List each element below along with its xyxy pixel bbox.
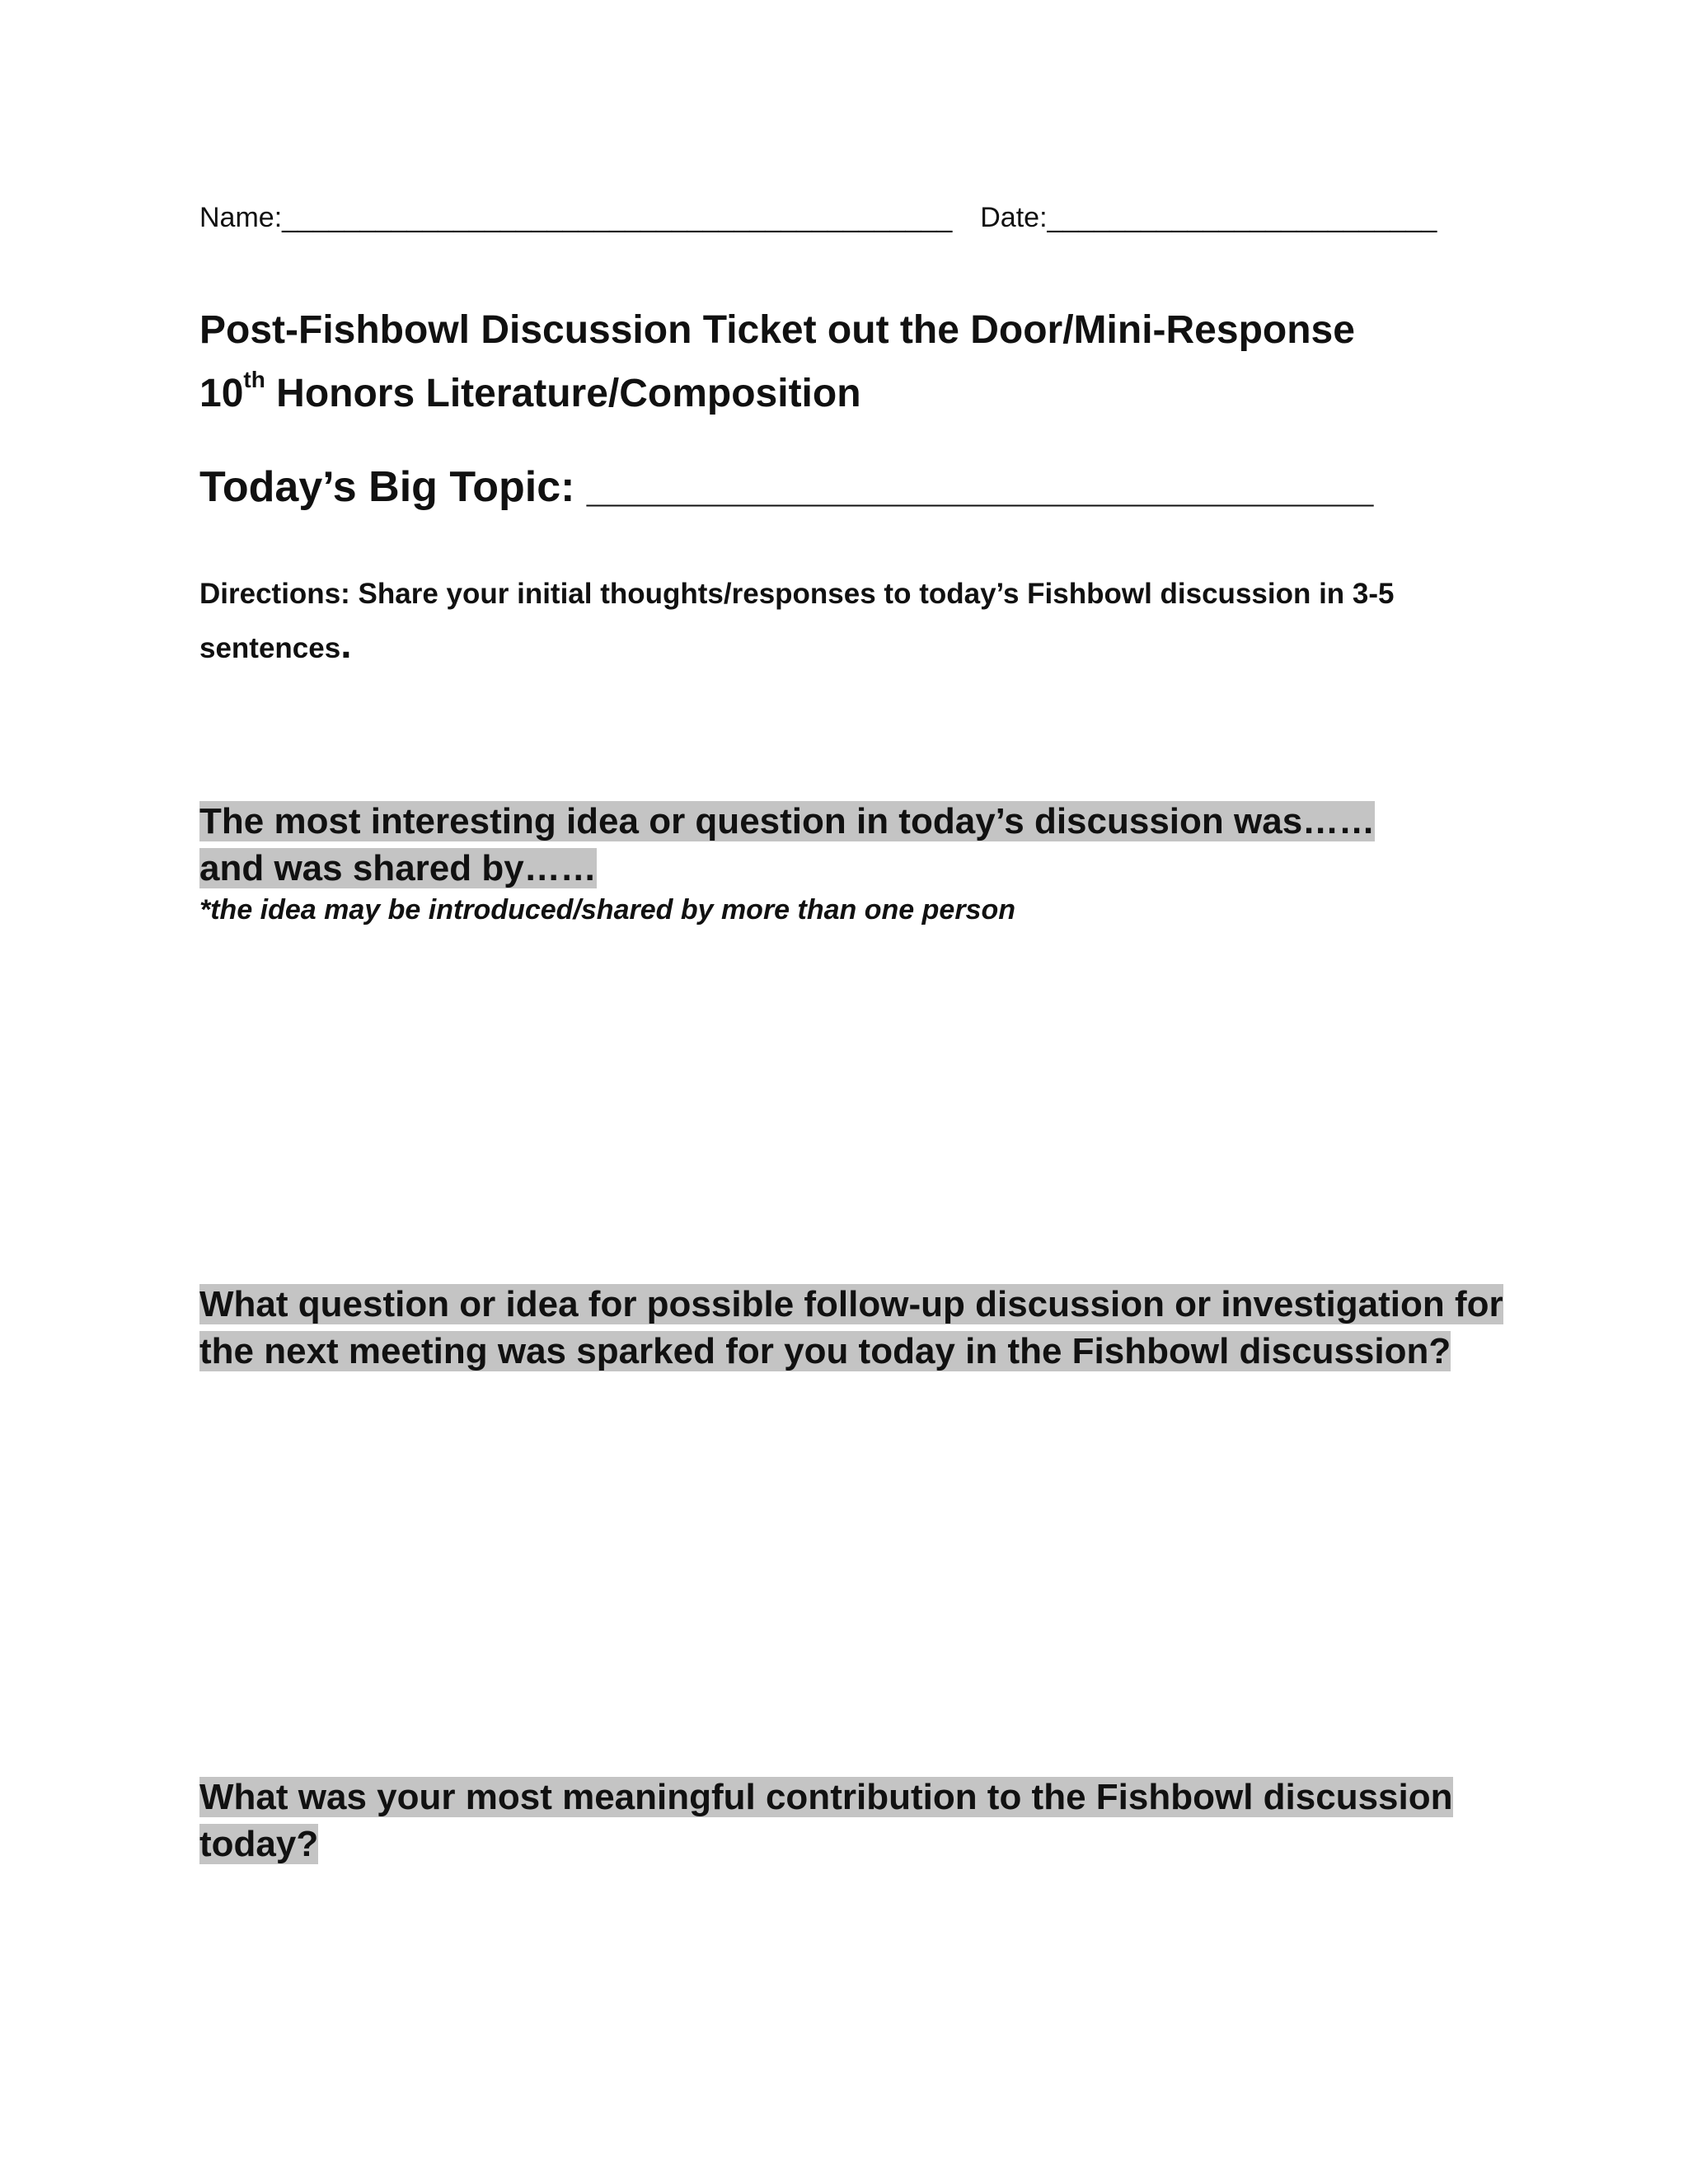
title-line-1: Post-Fishbowl Discussion Ticket out the Door/Mini-Response xyxy=(199,308,1355,352)
prompt-2-text: What question or idea for possible follow-up discussion or investigation for the next meeting was sparked for you today in the Fishbowl discussion? xyxy=(199,1284,1503,1371)
directions xyxy=(199,569,1452,674)
name-field[interactable]: Name:___________________________________________ xyxy=(199,202,953,233)
grade-number: 10 xyxy=(199,372,244,415)
prompt-3-text: What was your most meaningful contribution to the Fishbowl discussion today? xyxy=(199,1777,1453,1864)
directions-text: Directions: Share your initial thoughts/responses to today’s Fishbowl discussion in 3-5 sentences xyxy=(199,578,1395,664)
title-line-2 xyxy=(199,358,1355,421)
prompt-interesting-idea xyxy=(199,798,1419,892)
date-field[interactable]: Date:_________________________ xyxy=(980,202,1437,233)
prompt-1-text: The most interesting idea or question in today’s discussion was……and was shared by…… xyxy=(199,801,1376,888)
directions-period: . xyxy=(340,623,352,667)
prompt-1-note: *the idea may be introduced/shared by more than one person xyxy=(199,894,1016,926)
document-title xyxy=(199,303,1355,421)
prompt-contribution xyxy=(199,1774,1551,1868)
prompt-follow-up xyxy=(199,1281,1518,1375)
big-topic-field[interactable]: Today’s Big Topic: _________________________________ xyxy=(199,463,1374,511)
course-name: Honors Literature/Composition xyxy=(265,372,861,415)
grade-suffix: th xyxy=(243,367,265,392)
header-fields xyxy=(199,199,1437,236)
